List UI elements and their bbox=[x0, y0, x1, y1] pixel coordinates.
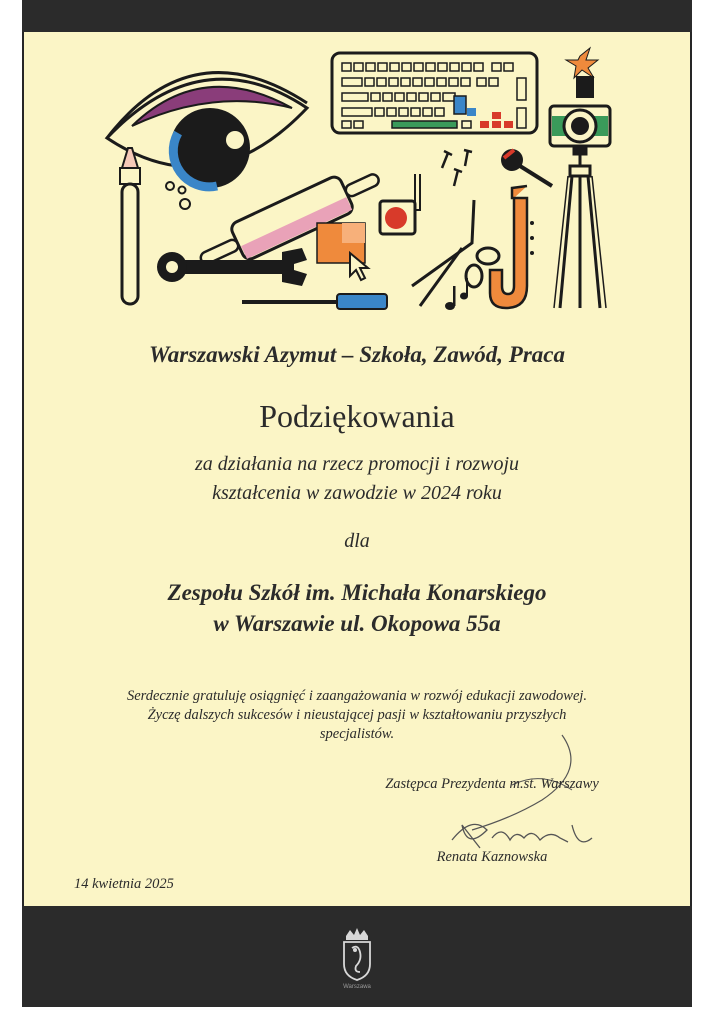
program-name: Warszawski Azymut – Szkoła, Zawód, Praca bbox=[149, 342, 565, 367]
vocational-illustration bbox=[102, 38, 612, 328]
handwritten-signature bbox=[412, 730, 632, 860]
folder-icon bbox=[317, 223, 365, 263]
for-word: dla bbox=[344, 530, 370, 552]
nails-icon bbox=[442, 150, 472, 186]
music-note-icon bbox=[445, 278, 468, 310]
crest-label: Warszawa bbox=[343, 984, 371, 990]
message-line-3: specjalistów. bbox=[319, 726, 395, 742]
signatory-title: Zastępca Prezydenta m.st. Warszawy bbox=[385, 776, 599, 792]
tripod-icon bbox=[554, 146, 606, 308]
message-line-2: Życzę dalszych sukcesów i nieustającej pasji w kształtowaniu przyszłych bbox=[147, 707, 567, 723]
keyboard-icon bbox=[332, 53, 537, 133]
signatory-name: Renata Kaznowska bbox=[436, 849, 548, 865]
tape-measure-icon bbox=[380, 174, 420, 234]
certificate-title: Podziękowania bbox=[259, 398, 455, 434]
brush-icon bbox=[120, 148, 140, 304]
warsaw-crest-icon bbox=[340, 926, 374, 982]
reason-line-2: kształcenia w zawodzie w 2024 roku bbox=[212, 482, 502, 504]
recipient-line-2: w Warszawie ul. Okopowa 55a bbox=[213, 611, 501, 636]
top-band bbox=[22, 0, 692, 32]
certificate-page bbox=[22, 0, 692, 1007]
recipient-line-1: Zespołu Szkół im. Michała Konarskiego bbox=[167, 580, 547, 605]
issue-date: 14 kwietnia 2025 bbox=[74, 876, 174, 892]
reason-line-1: za działania na rzecz promocji i rozwoju bbox=[194, 453, 520, 475]
microphone-icon bbox=[501, 149, 552, 186]
bubbles-icon bbox=[166, 182, 190, 209]
recipient bbox=[22, 577, 692, 639]
screwdriver-icon bbox=[242, 294, 387, 309]
saxophone-icon bbox=[490, 186, 534, 308]
certificate-reason bbox=[22, 450, 692, 508]
camera-icon bbox=[550, 48, 610, 146]
message-line-1: Serdecznie gratuluję osiągnięć i zaangażowania w rozwój edukacji zawodowej. bbox=[126, 688, 588, 704]
